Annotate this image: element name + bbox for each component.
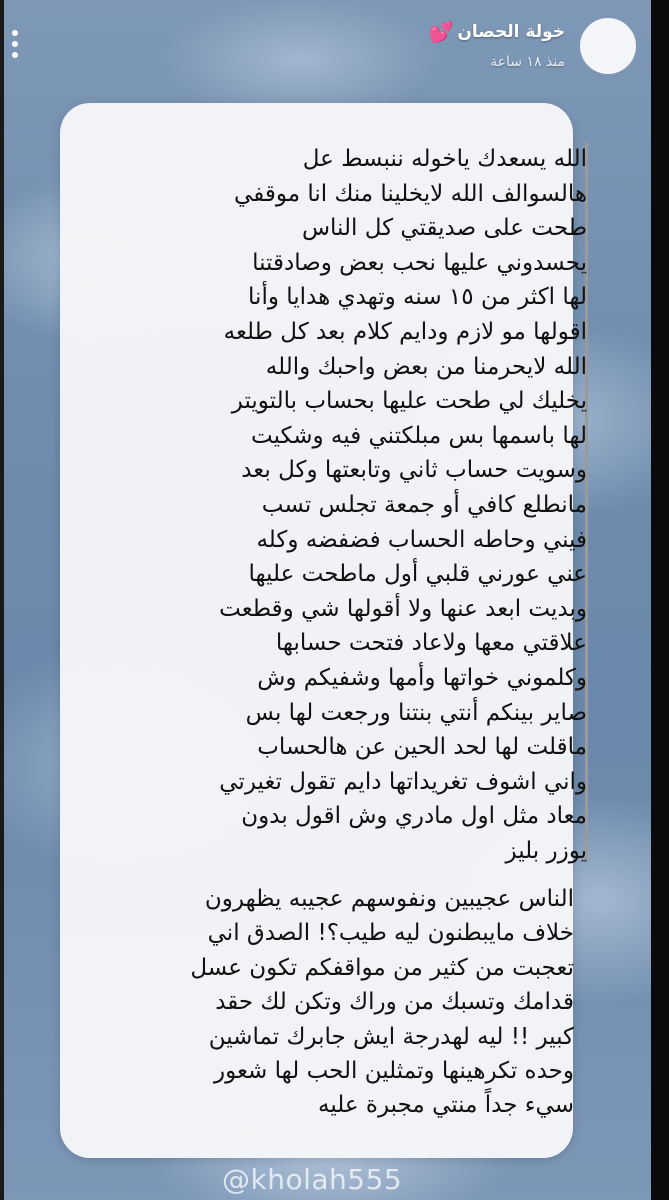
left-edge bbox=[0, 0, 4, 1200]
quoted-line: مانطلع كافي أو جمعة تجلس تسب bbox=[261, 491, 587, 518]
quoted-line: الله لايحرمنا من بعض واحبك والله bbox=[265, 353, 587, 380]
quoted-line: هالسوالف الله لايخلينا منك انا موقفي bbox=[234, 180, 587, 207]
story-timestamp: منذ ١٨ ساعة bbox=[490, 54, 565, 70]
quoted-line: يحسدوني عليها نحب بعض وصادقتنا bbox=[252, 249, 587, 276]
quoted-line: وسويت حساب ثاني وتابعتها وكل بعد bbox=[241, 457, 587, 484]
quoted-line: فيني وحاطه الحساب فضفضه وكله bbox=[256, 526, 587, 553]
reply-line: كبير !! ليه لهدرجة ايش جابرك تماشين bbox=[208, 1023, 574, 1050]
heart-icon: 💕 bbox=[428, 20, 454, 44]
reply-line: الناس عجيبين ونفوسهم عجيبه يظهرون bbox=[204, 886, 574, 912]
reply-message bbox=[134, 882, 574, 1123]
quoted-line: لها اكثر من ١٥ سنه وتهدي هدايا وأنا bbox=[248, 284, 587, 311]
reply-line: خلاف مايبطنون ليه طيب؟! الصدق اني bbox=[207, 920, 574, 947]
quoted-line: الله يسعدك ياخوله ننبسط عل bbox=[302, 146, 587, 172]
quoted-line: وبديت ابعد عنها ولا أقولها شي وقطعت bbox=[219, 595, 587, 622]
quoted-line: اقولها مو لازم ودايم كلام بعد كل طلعه bbox=[223, 318, 587, 345]
more-options-icon[interactable] bbox=[10, 30, 20, 64]
watermark: @kholah555 bbox=[222, 1163, 403, 1196]
reply-line: وحده تكرهينها وتمثلين الحب لها شعور bbox=[213, 1058, 574, 1085]
quoted-line: ماقلت لها لحد الحين عن هالحساب bbox=[257, 734, 587, 761]
quoted-line: علاقتي معها ولاعاد فتحت حسابها bbox=[275, 630, 587, 657]
reply-line: قدامك وتسبك من وراك وتكن لك حقد bbox=[215, 989, 574, 1016]
quoted-line: وكلموني خواتها وأمها وشفيكم وش bbox=[257, 664, 587, 691]
story-author[interactable] bbox=[428, 22, 565, 42]
quoted-line: طحت على صديقتي كل الناس bbox=[301, 215, 587, 242]
reply-line: سيء جداً منتي مجبرة عليه bbox=[317, 1092, 574, 1119]
avatar[interactable] bbox=[580, 18, 636, 74]
quoted-line: يوزر بليز bbox=[505, 837, 587, 864]
quoted-line: لها باسمها بس مبلكتني فيه وشكيت bbox=[251, 422, 587, 449]
username[interactable]: خولة الحصان bbox=[457, 22, 565, 42]
quoted-line: واني اشوف تغريداتها دايم تقول تغيرتي bbox=[219, 768, 587, 795]
quoted-line: يخليك لي طحت عليها بحساب بالتويتر bbox=[231, 388, 587, 415]
quoted-line: معاد مثل اول مادري وش اقول بدون bbox=[241, 803, 587, 830]
quoted-line: عني عورني قلبي أول ماطحت عليها bbox=[248, 561, 587, 588]
quoted-line: صاير بينكم أنتي بنتنا ورجعت لها بس bbox=[245, 699, 587, 726]
quoted-message bbox=[150, 142, 588, 862]
reply-line: تعجبت من كثير من مواقفكم تكون عسل bbox=[190, 954, 574, 981]
right-edge bbox=[651, 0, 669, 1200]
